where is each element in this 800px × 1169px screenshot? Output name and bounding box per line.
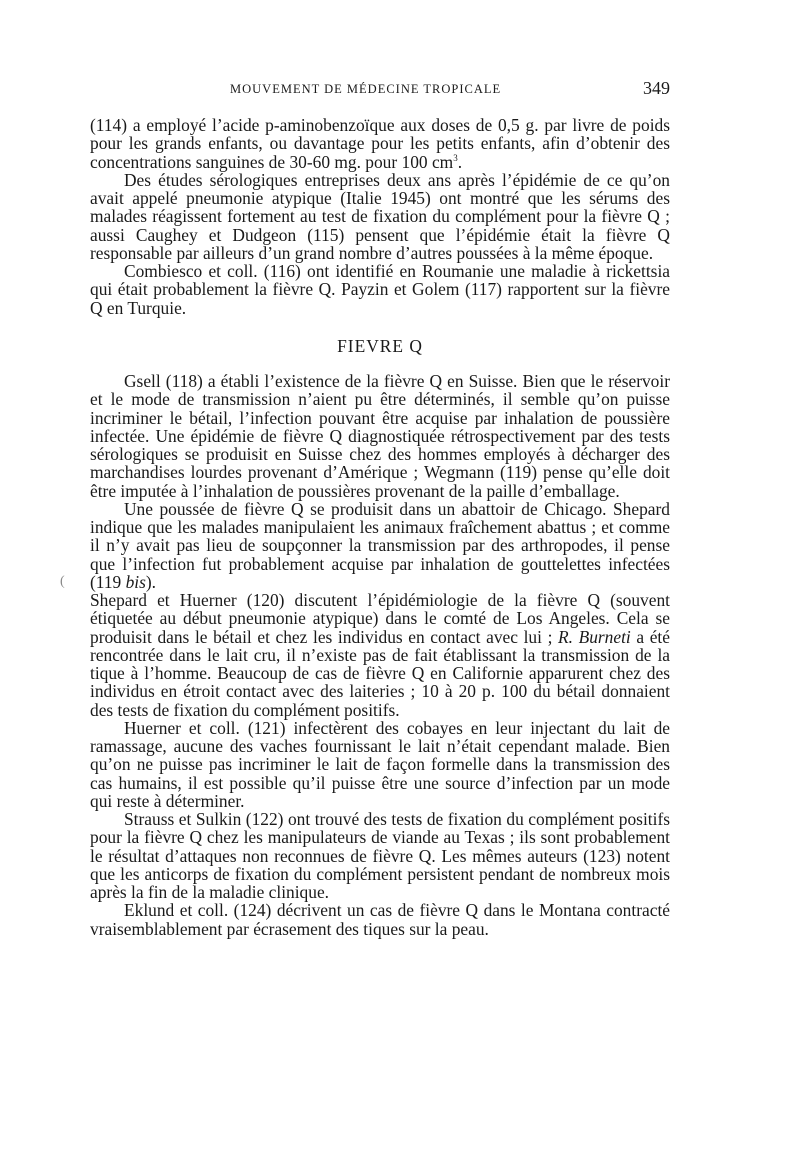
margin-mark: ( <box>60 574 65 589</box>
italic-text: R. Burneti <box>558 626 631 647</box>
paragraph: Gsell (118) a établi l’existence de la fièvre Q en Suisse. Bien que le réservoir et le mode de transmission n’aient pu être déterminés, il semble qu’on puisse incriminer le bétail, l’infection pouvant être acquise par inhalation de poussière infectée. Une épidémie de fièvre Q diagnostiquée rétrospectivement par des tests sérologiques se produisit en Suisse chez des hommes employés à décharger des marchandises lourdes provenant d’Amérique ; Wegmann (119) pense qu’elle doit être imputée à l’inhalation de poussières provenant de la paille d’emballage. <box>90 371 670 501</box>
page-number: 349 <box>643 78 670 98</box>
paragraph: Shepard et Huerner (120) discutent l’épidémiologie de la fièvre Q (souvent étiquetée au début pneumonie atypique) dans le comté de Los Angeles. Cela se produisit dans le bétail et chez les individus en contact avec lui ; R. Burneti a été rencontrée dans le lait cru, il n’existe pas de fait établissant la transmission de la tique à l’homme. Beaucoup de cas de fièvre Q en Californie apparurent chez des individus en étroit contact avec des laiteries ; 10 à 20 p. 100 du bétail donnaient des tests de fixation du complément positifs. <box>90 590 670 720</box>
superscript: 3 <box>453 152 458 163</box>
page-header <box>90 78 670 102</box>
italic-text: bis <box>125 571 146 592</box>
section-title: FIEVRE Q <box>337 335 423 356</box>
paragraph: Des études sérologiques entreprises deux ans après l’épidémie de ce qu’on avait appelé pneumonie atypique (Italie 1945) ont montré que les sérums des malades réagissent fortement au test de fixation du complément pour la fièvre Q ; aussi Caughey et Dudgeon (115) pensent que l’épidémie était la fièvre Q responsable par ailleurs d’un grand nombre d’autres poussées à la même époque. <box>90 169 670 263</box>
paragraph: Eklund et coll. (124) décrivent un cas de fièvre Q dans le Montana contracté vraisemblablement par écrasement des tiques sur la peau. <box>90 900 670 939</box>
paragraph: Strauss et Sulkin (122) ont trouvé des tests de fixation du complément positifs pour la fièvre Q chez les manipulateurs de viande au Texas ; ils sont probablement le résultat d’attaques non reconnues de fièvre Q. Les mêmes auteurs (123) notent que les anticorps de fixation du complément persistent pendant de nombreux mois après la fin de la maladie clinique. <box>90 809 670 902</box>
paragraph: (114) a employé l’acide p-aminobenzoïque aux doses de 0,5 g. par livre de poids pour les grands enfants, ou davantage pour les petits enfants, afin d’obtenir des concentrations sanguines de 30-60 mg. pour 100 $cm^3$. <box>90 115 670 172</box>
document-body <box>90 116 670 938</box>
paragraph: Une poussée de fièvre Q se produisit dans un abattoir de Chicago. Shepard indique que les malades manipulaient les animaux fraîchement abattus ; et comme il n’y avait pas lieu de soupçonner la transmission par des arthropodes, il pense que l’infection fut probablement acquise par inhalation de gouttelettes infectées (119 bis). <box>90 498 670 592</box>
paragraph: Huerner et coll. (121) infectèrent des cobayes en leur injectant du lait de ramassage, aucune des vaches fournissant le lait n’était cependant malade. Bien qu’on ne puisse pas incriminer le lait de façon formelle dans la transmission des cas humains, il est possible qu’il puisse être une source d’infection par un mode qui reste à déterminer. <box>90 717 670 811</box>
paragraph: Combiesco et coll. (116) ont identifié en Roumanie une maladie à rickettsia qui était probablement la fièvre Q. Payzin et Golem (117) rapportent sur la fièvre Q en Turquie. <box>90 261 670 318</box>
running-title: MOUVEMENT DE MÉDECINE TROPICALE <box>230 82 502 96</box>
